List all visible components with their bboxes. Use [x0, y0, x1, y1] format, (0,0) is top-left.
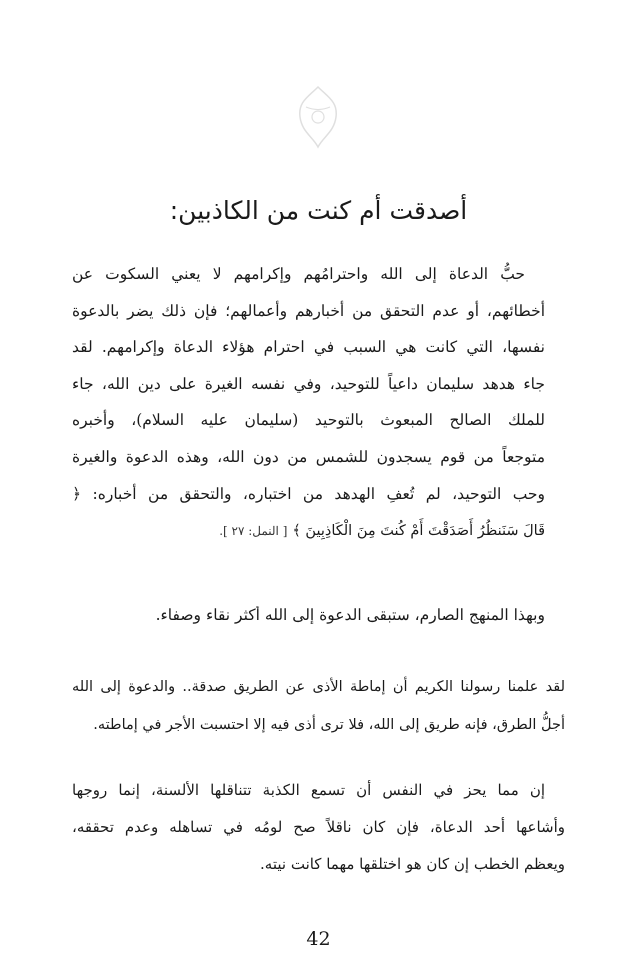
- paragraph-line: حبُّ الدعاة إلى الله واحترامُهم وإكرامهم لا يعني السكوت عن: [72, 265, 525, 283]
- verse-citation: [ النمل: ٢٧ ].: [219, 524, 288, 539]
- paragraph-line: ويعظم الخطب إن كان هو اختلقها مهما كانت نيته.: [260, 855, 565, 873]
- paragraph-line: متوجعاً من قوم يسجدون للشمس من دون الله، وهذه الدعوة والغيرة: [72, 447, 545, 466]
- decorative-ornament-icon: [288, 82, 348, 152]
- quran-verse: قَالَ سَنَنظُرُ أَصَدَقْتَ أَمْ كُنتَ مِنَ الْكَاذِبِينَ ﴾: [292, 523, 545, 540]
- paragraph-line: نفسها، التي كانت هي السبب في احترام هؤلاء الدعاة وإكرامهم. لقد: [72, 338, 545, 357]
- paragraph-line: إن مما يحز في النفس أن تسمع الكذبة تتناقلها الألسنة، إنما روجها: [72, 781, 545, 799]
- paragraph-1: [72, 256, 565, 550]
- paragraph-line: للملك الصالح المبعوث بالتوحيد (سليمان عليه السلام)، وأخبره: [72, 411, 545, 430]
- paragraph-line: لقد علمنا رسولنا الكريم أن إماطة الأذى عن الطريق صدقة.. والدعوة إلى الله: [72, 679, 565, 695]
- paragraph-3: [72, 668, 565, 744]
- paragraph-line: أجلُّ الطرق، فإنه طريق إلى الله، فلا ترى أذى فيه إلا احتسبت الأجر في إماطته.: [93, 717, 565, 733]
- page-number: 42: [306, 928, 331, 950]
- paragraph-line: وأشاعها أحد الدعاة، فإن كان ناقلاً صح لومُه في تساهله وعدم تحققه،: [72, 818, 565, 836]
- paragraph-line: جاء هدهد سليمان داعياً للتوحيد، وفي نفسه الغيرة على دين الله، جاء: [72, 374, 545, 393]
- paragraph-4: [72, 772, 565, 883]
- page-title: أصدقت أم كنت من الكاذبين:: [169, 196, 468, 225]
- paragraph-2: وبهذا المنهج الصارم، ستبقى الدعوة إلى الله أكثر نقاء وصفاء.: [155, 606, 545, 624]
- paragraph-line: أخطائهم، أو عدم التحقق من أخبارهم وأعمالهم؛ فإن ذلك يضر بالدعوة: [72, 301, 545, 320]
- quran-verse-line: [72, 512, 565, 550]
- paragraph-line: وحب التوحيد، لم تُعفِ الهدهد من اختباره، والتحقق من أخباره: ﴿: [72, 484, 545, 503]
